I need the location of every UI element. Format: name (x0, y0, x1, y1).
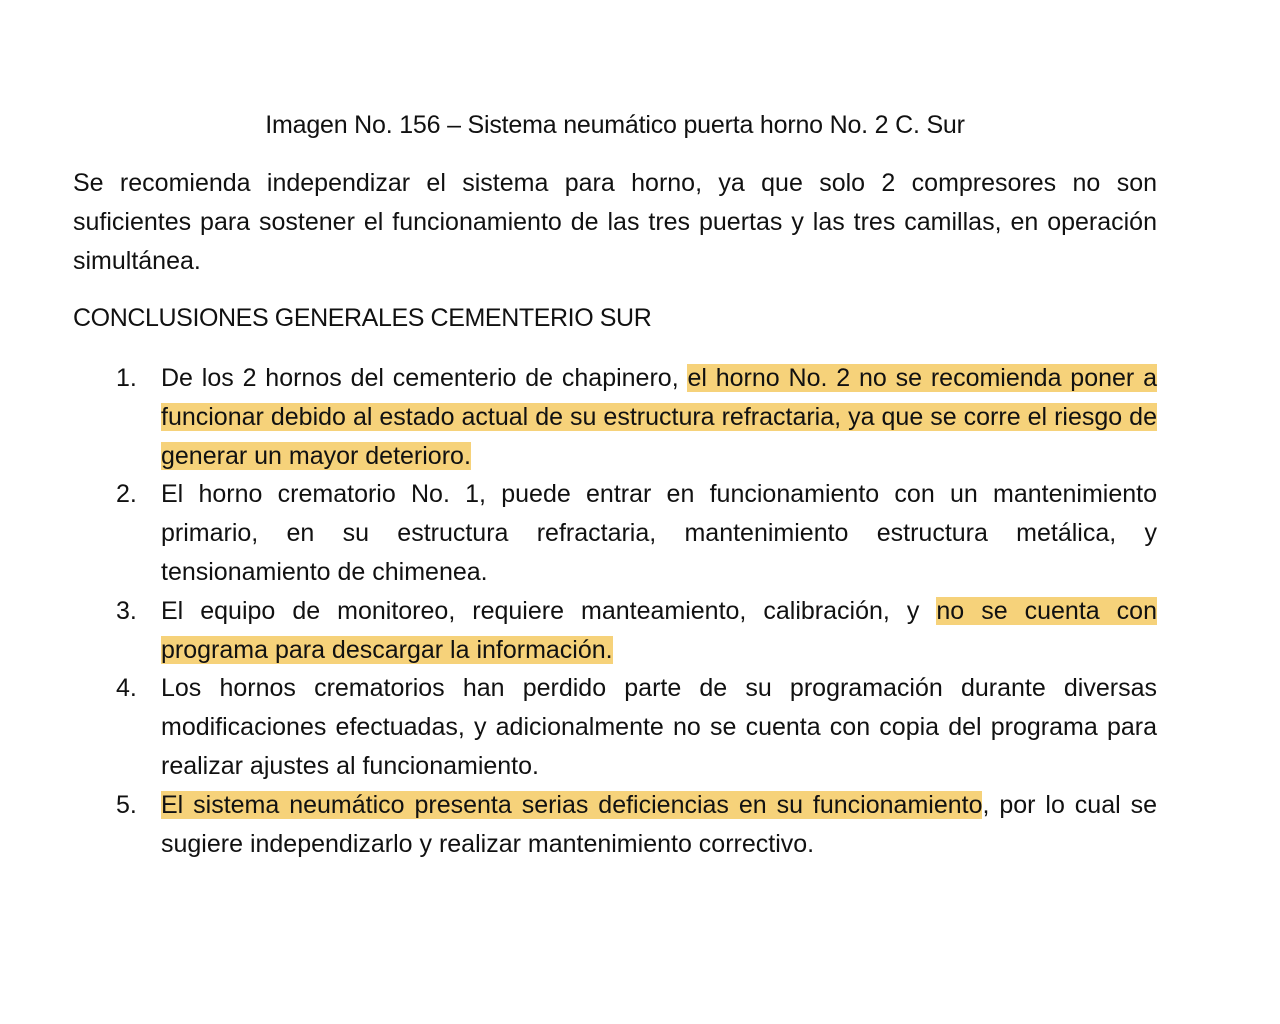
item-number: 4. (116, 674, 137, 703)
item-text: El horno crematorio No. 1, puede entrar en funcionamiento con un mantenimiento primario, en su estructura refractaria, mantenimiento estructura metálica, y tensionamiento de chimenea. (161, 480, 1157, 586)
image-caption: Imagen No. 156 – Sistema neumático puerta horno No. 2 C. Sur (265, 111, 965, 139)
item-text: De los 2 hornos del cementerio de chapinero, (161, 364, 688, 392)
section-heading: CONCLUSIONES GENERALES CEMENTERIO SUR (73, 304, 652, 332)
item-number: 1. (116, 364, 137, 392)
item-number: 3. (116, 596, 137, 625)
conclusion-item-2 (73, 475, 1157, 591)
highlighted-text: el horno No. 2 no se recomienda poner a funcionar debido al estado actual de su estructura refractaria, ya que se corre el riesgo de generar un mayor deterioro. (161, 364, 1157, 470)
highlighted-text: no se cuenta con programa para descargar la información. (161, 596, 1157, 664)
conclusions-list (73, 359, 1157, 863)
intro-paragraph: Se recomienda independizar el sistema para horno, ya que solo 2 compresores no son suficientes para sostener el funcionamiento de las tres puertas y las tres camillas, en operación simultánea. (73, 169, 1157, 275)
item-number: 2. (116, 480, 137, 509)
item-text: El equipo de monitoreo, requiere manteamiento, calibración, y (161, 596, 937, 625)
highlighted-text: El sistema neumático presenta serias deficiencias en su funcionamiento (161, 790, 983, 819)
item-text-after: , por lo cual se sugiere independizarlo y realizar mantenimiento correctivo. (161, 790, 1157, 858)
conclusion-item-1 (73, 359, 1157, 475)
item-text: Los hornos crematorios han perdido parte de su programación durante diversas modificaciones efectuadas, y adicionalmente no se cuenta con copia del programa para realizar ajustes al funcionamiento. (161, 674, 1157, 780)
item-number: 5. (116, 790, 137, 819)
conclusion-item-5 (73, 786, 1157, 864)
document-page (73, 106, 1157, 863)
conclusion-item-3 (73, 592, 1157, 670)
conclusion-item-4 (73, 669, 1157, 785)
